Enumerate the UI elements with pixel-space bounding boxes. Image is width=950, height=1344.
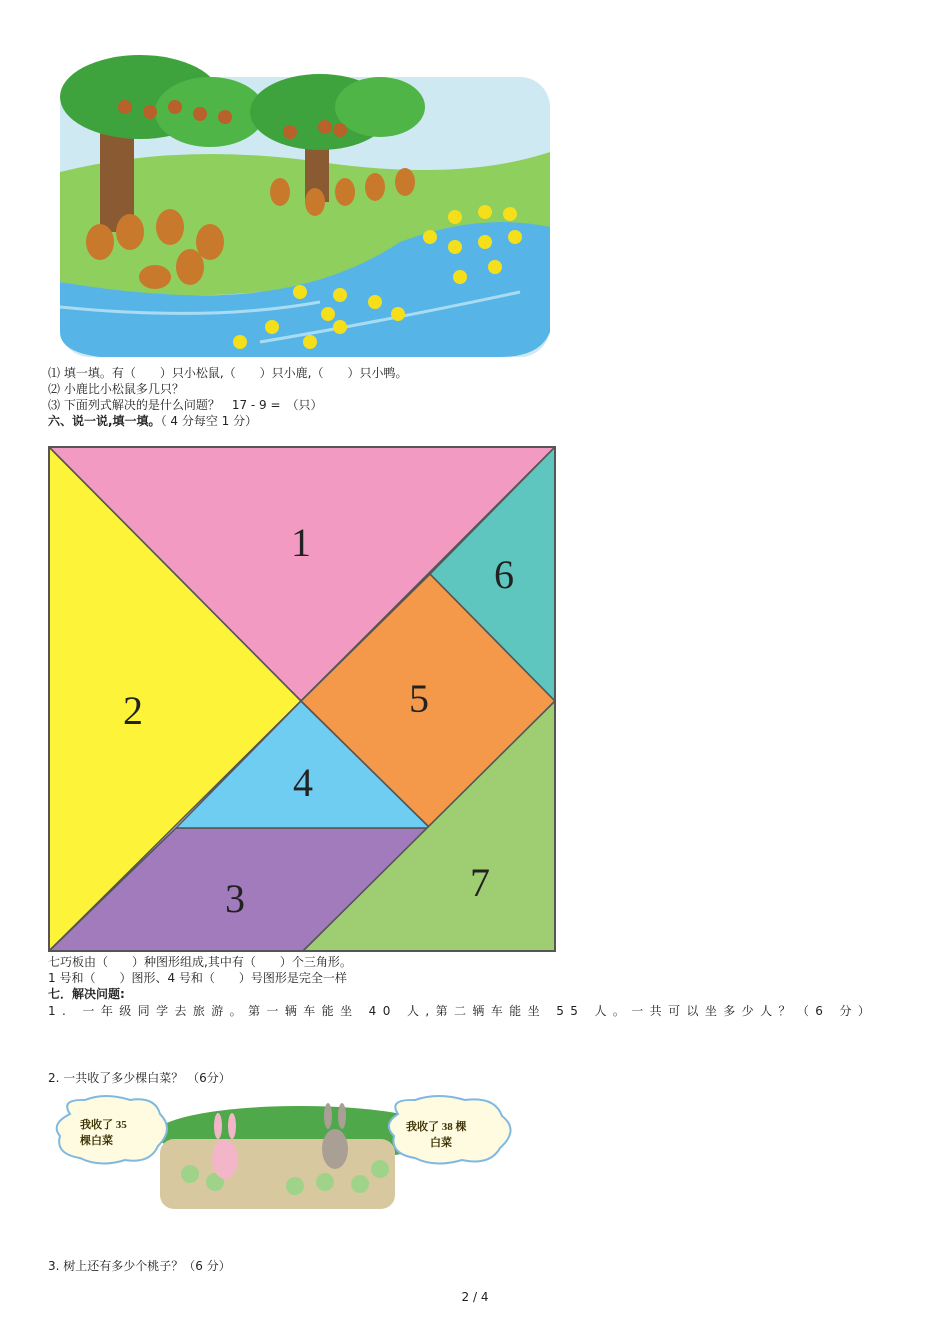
section-7-title: 七．解决问题: (48, 987, 125, 1001)
question-5-1: ⑴ 填一填。有（ ）只小松鼠,（ ）只小鹿,（ ）只小鸭。 (48, 366, 408, 380)
tangram-label-1: 1 (291, 520, 311, 565)
tangram-label-6: 6 (494, 552, 514, 597)
right-bubble-line-2: 白菜 (430, 1137, 452, 1149)
section-6-score: （ 4 分每空 1 分） (160, 414, 258, 428)
problem-1: 1. 一年级同学去旅游。第一辆车能坐 40 人,第二辆车能坐 55 人。一共可以坐多少人？（6 分） (48, 1004, 877, 1018)
problem-2: 2. 一共收了多少棵白菜？ （6分） (48, 1071, 231, 1085)
left-bubble-line-1: 我收了 35 (80, 1119, 127, 1131)
tangram-label-2: 2 (123, 688, 143, 733)
problem-3: 3. 树上还有多少个桃子？（6 分） (48, 1259, 231, 1273)
left-bubble-line-2: 棵白菜 (80, 1135, 113, 1147)
forest-scene-illustration (60, 52, 550, 357)
tangram-question-1: 七巧板由（ ）种图形组成,其中有（ ）个三角形。 (48, 955, 352, 969)
tangram-label-4: 4 (293, 760, 313, 805)
section-6-heading (48, 413, 257, 429)
tangram-label-5: 5 (409, 676, 429, 721)
tangram-label-7: 7 (470, 860, 490, 905)
page-number: 2 / 4 (461, 1290, 489, 1304)
tangram-label-3: 3 (225, 876, 245, 921)
question-5-3: ⑶ 下面列式解决的是什么问题？ 17 - 9 = （只） (48, 398, 323, 412)
question-5-2: ⑵ 小鹿比小松鼠多几只？ (48, 382, 184, 396)
right-bubble-line-1: 我收了 38 棵 (406, 1121, 467, 1133)
rabbits-cabbage-illustration (50, 1094, 525, 1216)
tangram-figure (46, 444, 558, 954)
section-6-title: 六、说一说,填一填。 (48, 414, 161, 428)
tangram-question-2: 1 号和（ ）图形、4 号和（ ）号图形是完全一样 (48, 971, 347, 985)
